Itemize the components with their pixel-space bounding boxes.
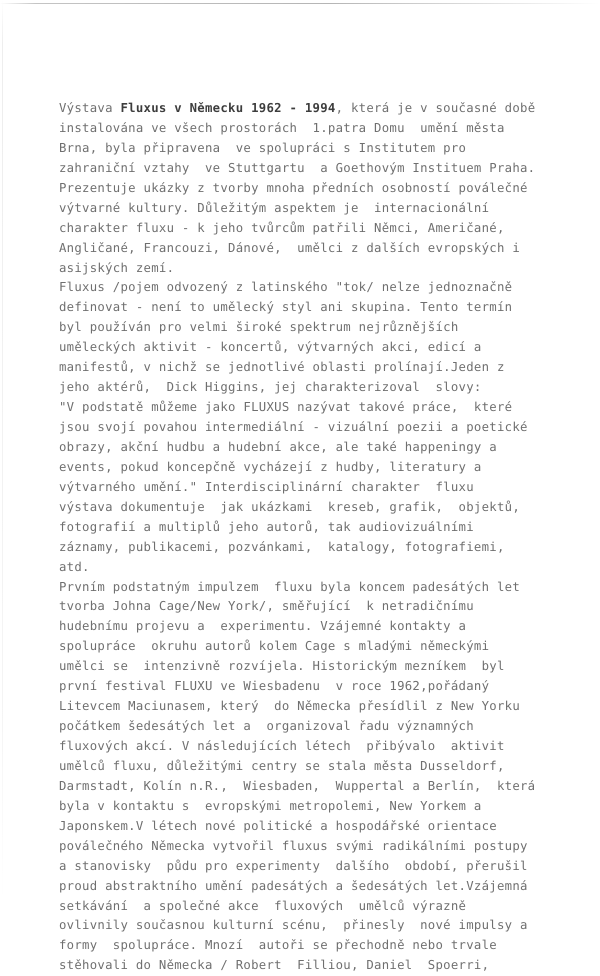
document-line (59, 159, 564, 179)
document-line (59, 916, 564, 936)
document-line-segment: Fluxus /pojem odvozený z latinského "tok/ nelze jednoznačně (59, 280, 513, 295)
document-line-segment: definovat - není to umělecký styl ani skupina. Tento termín (59, 300, 513, 315)
document-line (59, 259, 564, 279)
document-line-segment: Výstava (59, 101, 121, 115)
document-line-segment: stěhovali do Německa / Robert Filliou, Daniel Spoerri, (59, 958, 490, 973)
document-line-segment: výtvarné kultury. Důležitým aspektem je internacionální (59, 200, 490, 215)
scan-edge-left-artifact (2, 0, 3, 900)
document-line (59, 538, 564, 558)
document-line-segment: umělci se intenzivně rozvíjela. Historickým mezníkem byl (59, 659, 505, 674)
document-line-segment: a stanovisky půdu pro experimenty dalšího období, přerušil (59, 858, 528, 873)
document-text-body (59, 99, 564, 976)
document-line (59, 139, 564, 159)
document-line (59, 956, 564, 976)
document-line-segment: fotografií a multiplů jeho autorů, tak audiovizuálními (59, 519, 474, 534)
document-line-segment: první festival FLUXU ve Wiesbadenu v roce 1962,pořádaný (59, 679, 490, 694)
document-line-segment: výstava dokumentuje jak ukázkami kreseb, grafik, objektů, (59, 499, 521, 514)
document-line (59, 697, 564, 717)
document-line-segment: umělců fluxu, důležitými centry se stala města Dusseldorf, (59, 758, 505, 773)
scan-edge-top-artifact (0, 3, 600, 4)
document-line (59, 119, 564, 139)
document-line (59, 358, 564, 378)
document-line-segment: poválečného Německa vytvořil fluxus svými radikálními postupy (59, 838, 528, 853)
document-line (59, 99, 564, 119)
document-line-segment: byl používán pro velmi široké spektrum nejrůznějších (59, 320, 459, 335)
document-line-segment: manifestů, v nichž se jednotlivé oblasti prolínají.Jeden z (59, 360, 505, 375)
document-line-segment: ovlivnily současnou kulturní scénu, přinesly nové impulsy a (59, 918, 528, 933)
document-line (59, 677, 564, 697)
document-line (59, 936, 564, 956)
document-line (59, 438, 564, 458)
document-line (59, 239, 564, 259)
document-line-segment: charakter fluxu - k jeho tvůrcům patřili Němci, Američané, (59, 220, 505, 235)
document-line-segment: , která je v současné době (335, 101, 536, 115)
document-line (59, 338, 564, 358)
document-line (59, 597, 564, 617)
document-line-segment: Prvním podstatným impulzem fluxu byla koncem padesátých let (59, 579, 521, 594)
document-line (59, 797, 564, 817)
document-line-segment: formy spolupráce. Mnozí autoři se přechodně nebo trvale (59, 938, 497, 953)
document-line (59, 498, 564, 518)
document-line-segment: uměleckých aktivit - koncertů, výtvarných akci, edicí a (59, 340, 482, 355)
document-line-segment: výtvarného umění." Interdisciplinární charakter fluxu (59, 479, 474, 494)
document-line-segment: zahraniční vztahy ve Stuttgartu a Goethovým Instituem Praha. (59, 160, 536, 175)
document-line-segment: "V podstatě můžeme jako FLUXUS nazývat takové práce, které (59, 400, 513, 415)
document-line (59, 737, 564, 757)
document-line-segment: Brna, byla připravena ve spolupráci s Institutem pro (59, 140, 467, 155)
document-line (59, 777, 564, 797)
document-line (59, 518, 564, 538)
document-line (59, 458, 564, 478)
document-line-segment: Prezentuje ukázky z tvorby mnoha předních osobností poválečné (59, 180, 528, 195)
document-line-segment: spolupráce okruhu autorů kolem Cage s mladými německými (59, 639, 490, 654)
document-line-segment: tvorba Johna Cage/New York/, směřující k netradičnímu (59, 599, 474, 614)
document-line (59, 657, 564, 677)
document-line (59, 857, 564, 877)
document-line (59, 398, 564, 418)
document-line-segment: setkávání a společné akce fluxových umělců výrazně (59, 898, 467, 913)
document-line-segment: events, pokud koncepčně vycházejí z hudby, literatury a (59, 459, 482, 474)
document-line-segment: hudebnímu projevu a experimentu. Vzájemné kontakty a (59, 619, 467, 634)
document-line-segment: obrazy, akční hudbu a hudební akce, ale také happeningy a (59, 439, 497, 454)
document-line (59, 717, 564, 737)
document-line (59, 578, 564, 598)
document-line-segment: proud abstraktního umění padesátých a šedesátých let.Vzájemná (59, 878, 528, 893)
document-line (59, 418, 564, 438)
document-line (59, 837, 564, 857)
document-line (59, 817, 564, 837)
document-line-segment: jsou svojí povahou intermediální - vizuální poezii a poetické (59, 420, 528, 434)
document-line-segment: Litevcem Maciunasem, který do Německa přesídlil z New Yorku (59, 699, 521, 714)
document-line-segment: počátkem šedesátých let a organizoval řadu významných (59, 719, 474, 734)
document-line (59, 298, 564, 318)
document-line (59, 897, 564, 917)
document-line-segment: záznamy, publikacemi, pozvánkami, katalogy, fotografiemi, (59, 539, 505, 554)
document-line-segment: instalována ve všech prostorách 1.patra Domu umění města (59, 120, 505, 135)
document-line (59, 478, 564, 498)
document-line (59, 199, 564, 219)
document-line (59, 877, 564, 897)
document-line-segment: fluxových akcí. V následujících létech přibývalo aktivit (59, 739, 505, 753)
document-line (59, 757, 564, 777)
document-line-segment: byla v kontaktu s evropskými metropolemi, New Yorkem a (59, 798, 482, 813)
document-line-segment: asijských zemí. (59, 260, 175, 275)
document-line-bold-segment: Fluxus v Německu 1962 - 1994 (120, 101, 336, 115)
document-line (59, 617, 564, 637)
document-line (59, 219, 564, 239)
document-line (59, 558, 564, 578)
document-line (59, 278, 564, 298)
document-line (59, 637, 564, 657)
document-line-segment: Angličané, Francouzi, Dánové, umělci z dalších evropských i (59, 240, 521, 255)
document-line-segment: Japonskem.V létech nové politické a hospodářské orientace (59, 818, 497, 833)
document-line-segment: Darmstadt, Kolín n.R., Wiesbaden, Wuppertal a Berlín, která (59, 778, 536, 793)
document-line (59, 179, 564, 199)
document-line (59, 318, 564, 338)
document-line-segment: atd. (59, 559, 90, 574)
document-line-segment: jeho aktérů, Dick Higgins, jej charakterizoval slovy: (59, 380, 482, 395)
document-line (59, 378, 564, 398)
